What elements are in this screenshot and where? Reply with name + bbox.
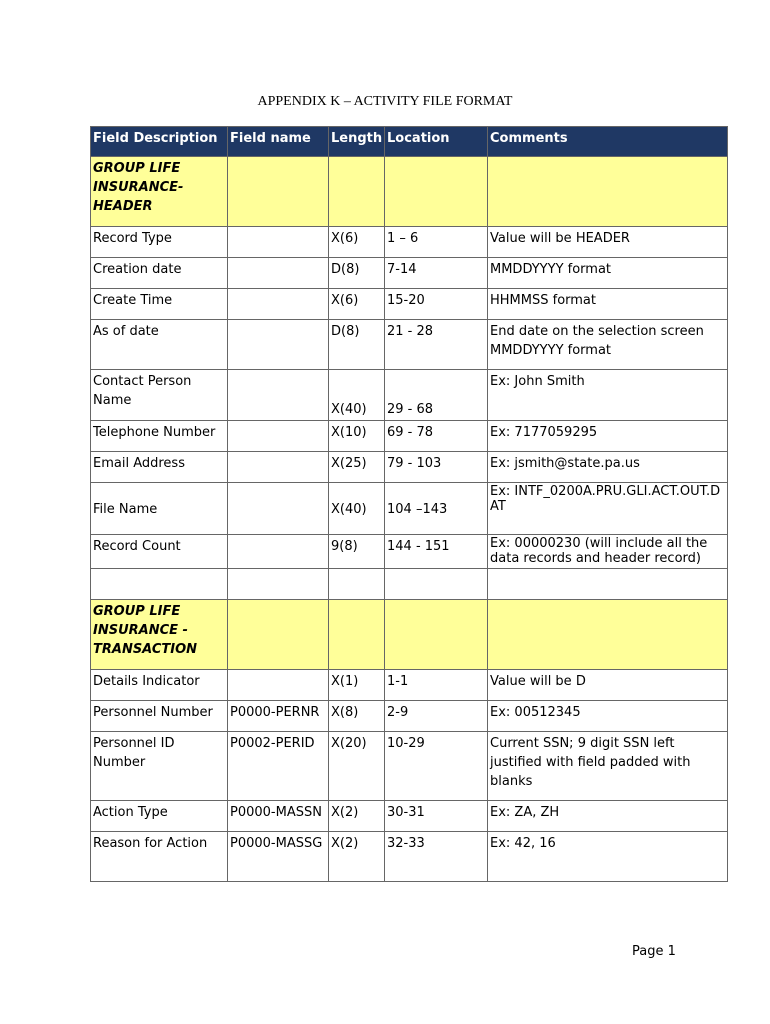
field-length: X(6): [329, 289, 385, 320]
col-header-location: Location: [385, 127, 488, 157]
field-location: 21 - 28: [385, 320, 488, 370]
table-row: [91, 483, 728, 535]
field-description: As of date: [91, 320, 228, 370]
field-name: [228, 320, 329, 370]
field-description: Reason for Action: [91, 832, 228, 882]
field-name: [228, 370, 329, 421]
field-length: X(40): [329, 483, 385, 535]
field-length: X(2): [329, 801, 385, 832]
field-name: [228, 670, 329, 701]
page-title: APPENDIX K – ACTIVITY FILE FORMAT: [257, 94, 513, 109]
col-header-field-name: Field name: [228, 127, 329, 157]
field-name: [228, 289, 329, 320]
field-length: D(8): [329, 320, 385, 370]
field-name: [228, 483, 329, 535]
field-length: X(1): [329, 670, 385, 701]
field-location: 79 - 103: [385, 452, 488, 483]
col-header-comments: Comments: [488, 127, 728, 157]
field-name: [228, 421, 329, 452]
table-row: [91, 421, 728, 452]
table-row: [91, 289, 728, 320]
field-comments: Ex: ZA, ZH: [488, 801, 728, 832]
field-name: P0000-PERNR: [228, 701, 329, 732]
field-description: Email Address: [91, 452, 228, 483]
field-comments: Ex: 7177059295: [488, 421, 728, 452]
field-description: Record Count: [91, 535, 228, 569]
field-location: 144 - 151: [385, 535, 488, 569]
field-comments: Current SSN; 9 digit SSN left justified with field padded with blanks: [488, 732, 728, 801]
field-length: X(25): [329, 452, 385, 483]
field-comments: Value will be D: [488, 670, 728, 701]
field-description: Personnel Number: [91, 701, 228, 732]
field-length: X(40): [329, 370, 385, 421]
field-length: X(8): [329, 701, 385, 732]
field-description: Details Indicator: [91, 670, 228, 701]
field-length: X(20): [329, 732, 385, 801]
table-row: [91, 535, 728, 569]
field-length: 9(8): [329, 535, 385, 569]
section-row-transaction: [91, 600, 728, 670]
field-location: 7-14: [385, 258, 488, 289]
field-location: 29 - 68: [385, 370, 488, 421]
table-row: [91, 320, 728, 370]
field-location: 69 - 78: [385, 421, 488, 452]
section-title: GROUP LIFE INSURANCE -TRANSACTION: [91, 600, 228, 670]
table-row: [91, 452, 728, 483]
table-row: [91, 701, 728, 732]
field-location: 1 – 6: [385, 227, 488, 258]
field-comments: Ex: 00512345: [488, 701, 728, 732]
field-description: File Name: [91, 483, 228, 535]
table-row: [91, 227, 728, 258]
field-length: X(10): [329, 421, 385, 452]
section-title: GROUP LIFE INSURANCE-HEADER: [91, 157, 228, 227]
field-comments: Ex: John Smith: [488, 370, 728, 421]
field-description: Contact Person Name: [91, 370, 228, 421]
field-comments: MMDDYYYY format: [488, 258, 728, 289]
field-comments: Value will be HEADER: [488, 227, 728, 258]
table-row: [91, 670, 728, 701]
col-header-length: Length: [329, 127, 385, 157]
field-name: [228, 535, 329, 569]
field-description: Personnel ID Number: [91, 732, 228, 801]
table-row: [91, 370, 728, 421]
field-name: P0000-MASSG: [228, 832, 329, 882]
table-row: [91, 801, 728, 832]
field-comments: HHMMSS format: [488, 289, 728, 320]
field-name: [228, 258, 329, 289]
table-header-row: [91, 127, 728, 157]
field-name: P0000-MASSN: [228, 801, 329, 832]
field-location: 32-33: [385, 832, 488, 882]
field-description: Create Time: [91, 289, 228, 320]
field-location: 10-29: [385, 732, 488, 801]
table-row: [91, 258, 728, 289]
field-description: Creation date: [91, 258, 228, 289]
page-number: Page 1: [632, 944, 676, 959]
field-location: 104 –143: [385, 483, 488, 535]
activity-file-format-table: [90, 126, 728, 882]
field-location: 2-9: [385, 701, 488, 732]
field-comments: Ex: 42, 16: [488, 832, 728, 882]
field-location: 30-31: [385, 801, 488, 832]
section-row-header: [91, 157, 728, 227]
field-length: D(8): [329, 258, 385, 289]
empty-row: [91, 569, 728, 600]
col-header-field-description: Field Description: [91, 127, 228, 157]
field-location: 15-20: [385, 289, 488, 320]
field-comments: End date on the selection screen MMDDYYYY format: [488, 320, 728, 370]
field-comments: Ex: INTF_0200A.PRU.GLI.ACT.OUT.DAT: [488, 483, 728, 535]
field-description: Telephone Number: [91, 421, 228, 452]
field-location: 1-1: [385, 670, 488, 701]
field-comments: Ex: 00000230 (will include all the data records and header record): [488, 535, 728, 569]
table-row: [91, 832, 728, 882]
field-length: X(6): [329, 227, 385, 258]
field-length: X(2): [329, 832, 385, 882]
field-name: [228, 227, 329, 258]
field-description: Action Type: [91, 801, 228, 832]
table-row: [91, 732, 728, 801]
field-comments: Ex: jsmith@state.pa.us: [488, 452, 728, 483]
field-name: [228, 452, 329, 483]
field-name: P0002-PERID: [228, 732, 329, 801]
field-description: Record Type: [91, 227, 228, 258]
